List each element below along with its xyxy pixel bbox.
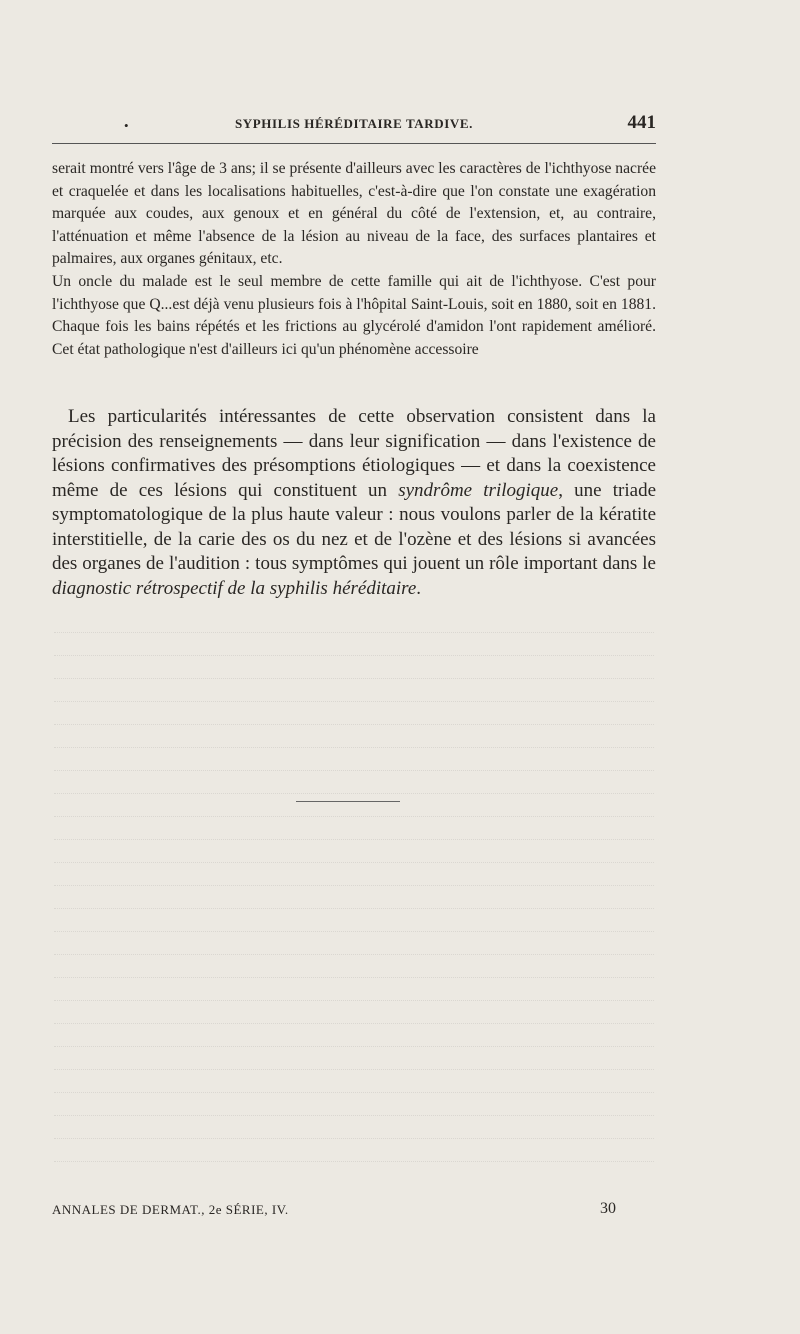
printer-mark: • — [124, 118, 129, 133]
show-through-bleed — [54, 610, 654, 1190]
observation-text — [52, 158, 656, 361]
emphasis-diagnostic: diagnostic rétrospectif de la syphilis héréditaire — [52, 577, 417, 599]
paragraph-particularites: Les particularités intéressantes de cette observation consistent dans la précision des renseignements — dans leur signification — dans l'existence de lésions confirmatives des présomptions étiologiques — et dans la coexistence même de ces lésions qui constituent un syndrôme trilogique, une triade symptomatologique de la plus haute valeur : nous voulons parler de la kératite interstitielle, de la carie des os du nez et de l'ozène et des lésions si avancées des organes de l'audition : tous symptômes qui jouent un rôle important dans le diagnostic rétrospectif de la syphilis héréditaire. — [52, 406, 657, 599]
header-rule — [52, 143, 656, 144]
paragraph-ichthyose: serait montré vers l'âge de 3 ans; il se présente d'ailleurs avec les caractères de l'ichthyose nacrée et craquelée et dans les localisations habituelles, c'est-à-dire que l'on constate une exagération marquée aux coudes, aux genoux et en général du côté de l'extension, et, au contraire, l'atténuation et même l'absence de la lésion au niveau de la face, des surfaces plantaires et palmaires, aux organes génitaux, etc. — [52, 160, 656, 268]
paragraph-oncle: Un oncle du malade est le seul membre de cette famille qui ait de l'ichthyose. C'est pour l'ichthyose que Q...est déjà venu plusieurs fois à l'hôpital Saint-Louis, soit en 1880, soit en 1881. Chaque fois les bains répétés et les frictions au glycérolé d'amidon l'ont rapidement amélioré. Cet état pathologique n'est d'ailleurs ici qu'un phénomène accessoire — [52, 272, 656, 358]
page-number: 441 — [627, 112, 656, 133]
running-header — [52, 112, 656, 138]
journal-signature: ANNALES DE DERMAT., 2e SÉRIE, IV. — [52, 1202, 289, 1217]
sheet-number: 30 — [600, 1200, 616, 1217]
emphasis-syndrome: syndrôme trilogique — [398, 479, 559, 501]
running-title: SYPHILIS HÉRÉDITAIRE TARDIVE. — [234, 116, 474, 131]
commentary-text — [52, 405, 656, 601]
page-footer — [52, 1198, 656, 1222]
